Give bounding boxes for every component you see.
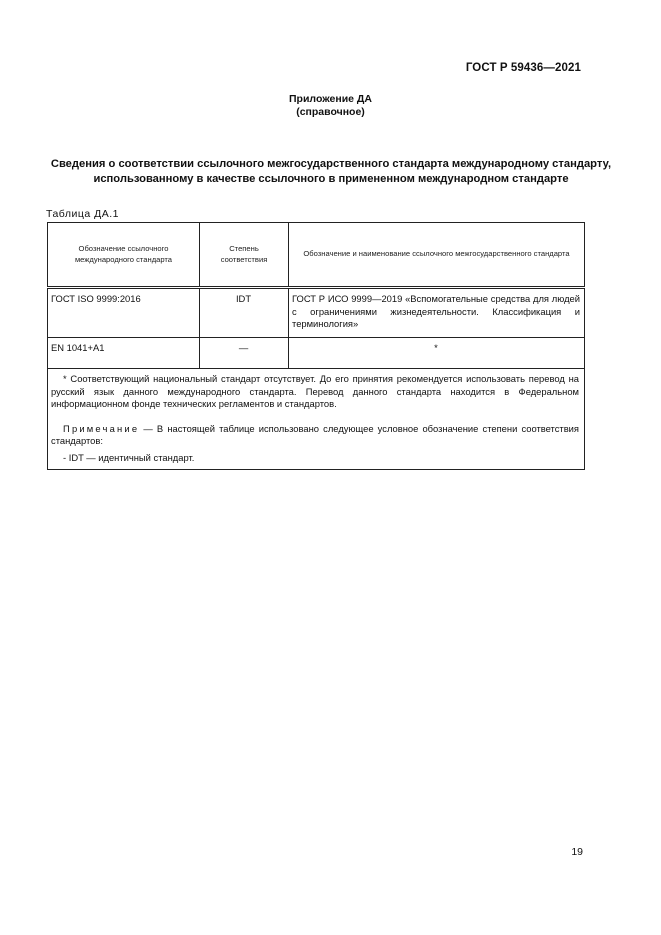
page-number: 19	[571, 846, 583, 858]
cell-degree: —	[200, 338, 289, 369]
table-footnote: * Соответствующий национальный стандарт отсутствует. До его принятия рекомендуется использовать перевод на русский язык данного международного стандарта. Перевод данного стандарта находится в Федеральном информационном фонде технических регламентов и стандартов.	[51, 373, 579, 409]
correspondence-table	[47, 222, 585, 470]
correspondence-table-wrapper	[47, 222, 584, 470]
table-row	[48, 288, 585, 338]
header-degree: Степень соответствия	[200, 223, 289, 288]
header-intl-standard: Обозначение ссылочного международного стандарта	[48, 223, 200, 288]
annex-title: Приложение ДА	[289, 93, 372, 105]
note-list-item: - IDT — идентичный стандарт.	[63, 451, 195, 463]
annex-title-block	[0, 93, 661, 119]
header-national-standard: Обозначение и наименование ссылочного межгосударственного стандарта	[289, 223, 585, 288]
annex-subtitle: (справочное)	[296, 106, 365, 118]
section-heading: Сведения о соответствии ссылочного межгосударственного стандарта международному стандарту, использованному в качестве ссылочного в примененном международном стандарте	[50, 158, 612, 185]
table-caption: Таблица ДА.1	[46, 208, 119, 220]
cell-national-standard: *	[289, 338, 585, 369]
cell-intl-standard: EN 1041+A1	[48, 338, 200, 369]
table-notes-cell	[48, 369, 585, 470]
cell-intl-standard: ГОСТ ISO 9999:2016	[48, 288, 200, 338]
table-header-row	[48, 223, 585, 288]
table-row	[48, 338, 585, 369]
cell-degree: IDT	[200, 288, 289, 338]
table-notes-row	[48, 369, 585, 470]
cell-national-standard: ГОСТ Р ИСО 9999—2019 «Вспомогательные средства для людей с ограничениями жизнедеятельности. Классификация и терминология»	[289, 288, 585, 338]
document-code: ГОСТ Р 59436—2021	[465, 62, 581, 74]
note-text: — В настоящей таблице использовано следующее условное обозначение степени соответствия стандартов:	[51, 422, 579, 446]
note-label: Примечание	[63, 422, 140, 434]
table-note	[51, 423, 579, 448]
